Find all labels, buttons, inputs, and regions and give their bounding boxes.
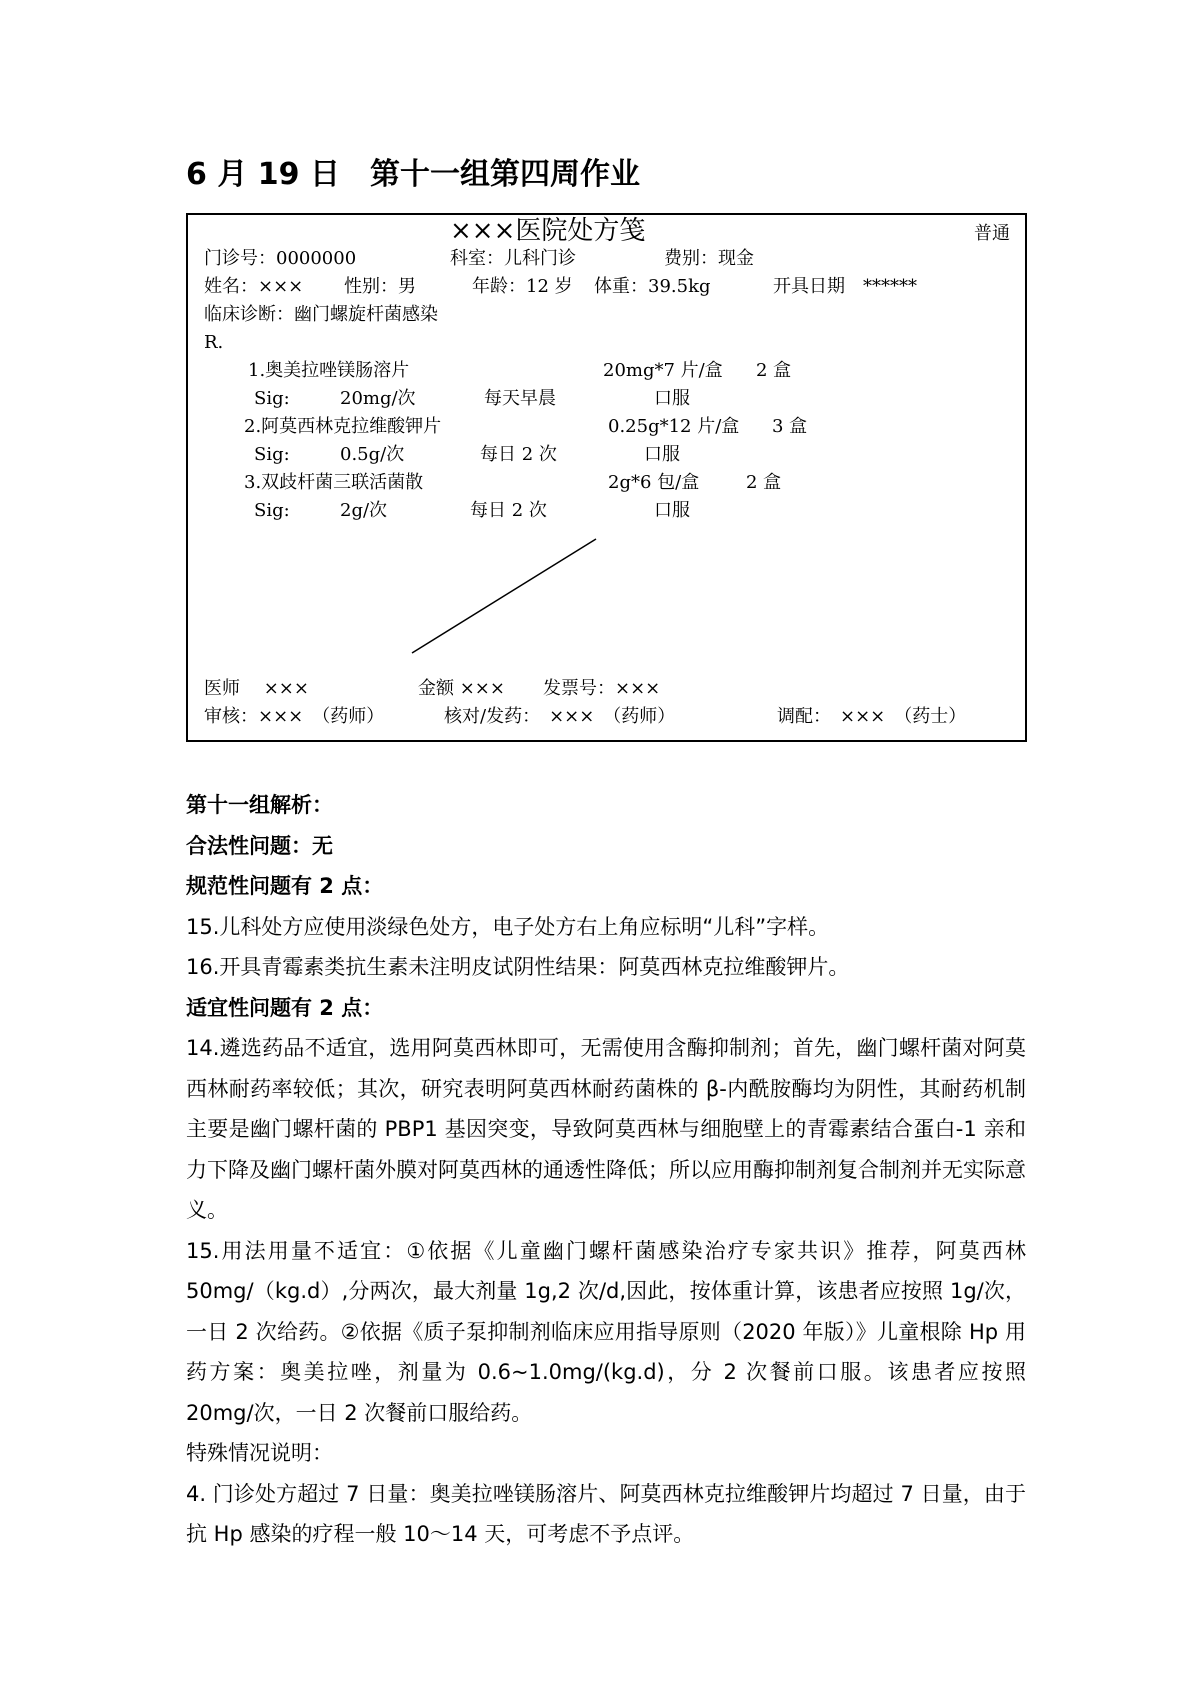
patient-weight: 体重：39.5kg bbox=[594, 276, 711, 297]
drug-name: 1.奥美拉唑镁肠溶片 bbox=[248, 360, 410, 381]
rx-mark: R. bbox=[204, 332, 224, 353]
drug-route: 口服 bbox=[654, 388, 690, 409]
patient-sex: 性别：男 bbox=[344, 276, 416, 297]
clinic-number: 门诊号：0000000 bbox=[204, 248, 357, 269]
drug-dose: 2g/次 bbox=[340, 500, 388, 521]
document-title: 6 月 19 日 第十一组第四周作业 bbox=[186, 157, 640, 192]
clinical-diagnosis: 临床诊断：幽门螺旋杆菌感染 bbox=[204, 304, 438, 325]
drug-quantity: 2 盒 bbox=[746, 472, 782, 493]
analysis-heading: 第十一组解析： bbox=[186, 793, 333, 817]
department: 科室：儿科门诊 bbox=[450, 248, 576, 269]
invoice-number: 发票号：××× bbox=[543, 678, 661, 699]
checker-dispenser: 核对/发药： ××× （药师） bbox=[444, 706, 676, 727]
drug-name: 3.双歧杆菌三联活菌散 bbox=[244, 472, 424, 493]
drug-route: 口服 bbox=[654, 500, 690, 521]
drug-frequency: 每日 2 次 bbox=[470, 500, 547, 521]
issue-date: 开具日期 ****** bbox=[773, 276, 917, 297]
drug-frequency: 每日 2 次 bbox=[480, 444, 557, 465]
drug-dose: 20mg/次 bbox=[340, 388, 416, 409]
drug-spec: 0.25g*12 片/盒 bbox=[608, 416, 740, 437]
hospital-title: ×××医院处方笺 bbox=[450, 216, 646, 246]
drug-quantity: 2 盒 bbox=[756, 360, 792, 381]
drug-frequency: 每天早晨 bbox=[484, 388, 556, 409]
prescription-form bbox=[186, 213, 1027, 742]
special-item: 4. 门诊处方超过 7 日量：奥美拉唑镁肠溶片、阿莫西林克拉维酸钾片均超过 7 日量，由于抗 Hp 感染的疗程一般 10～14 天，可考虑不予点评。 bbox=[186, 1481, 1026, 1546]
suitability-item: 15.用法用量不适宜：①依据《儿童幽门螺杆菌感染治疗专家共识》推荐，阿莫西林 50mg/（kg.d）,分两次，最大剂量 1g,2 次/d,因此，按体重计算，该患者应按照 1g/次，一日 2 次给药。②依据《质子泵抑制剂临床应用指导原则（2020 年版）》儿童根除 Hp 用药方案：奥美拉唑，剂量为 0.6~1.0mg/(kg.d)，分 2 次餐前口服。该患者应按照 20mg/次，一日 2 次餐前口服给药。 bbox=[186, 1238, 1026, 1425]
norm-item: 16.开具青霉素类抗生素未注明皮试阴性结果：阿莫西林克拉维酸钾片。 bbox=[186, 955, 850, 979]
reviewer: 审核：××× （药师） bbox=[204, 706, 385, 727]
compounder: 调配： ××× （药士） bbox=[777, 706, 967, 727]
drug-name: 2.阿莫西林克拉维酸钾片 bbox=[244, 416, 442, 437]
drug-quantity: 3 盒 bbox=[772, 416, 808, 437]
norm-heading: 规范性问题有 2 点： bbox=[186, 874, 384, 898]
patient-name: 姓名：××× bbox=[204, 276, 304, 297]
suitability-heading: 适宜性问题有 2 点： bbox=[186, 995, 384, 1020]
sig-label: Sig: bbox=[254, 500, 290, 521]
sig-label: Sig: bbox=[254, 388, 290, 409]
drug-route: 口服 bbox=[644, 444, 680, 465]
patient-age: 年龄：12 岁 bbox=[472, 276, 573, 297]
legality-line: 合法性问题：无 bbox=[186, 833, 333, 858]
suitability-item: 14.遴选药品不适宜，选用阿莫西林即可，无需使用含酶抑制剂；首先，幽门螺杆菌对阿莫西林耐药率较低；其次，研究表明阿莫西林耐药菌株的 β-内酰胺酶均为阴性，其耐药机制主要是幽门螺杆菌的 PBP1 基因突变，导致阿莫西林与细胞壁上的青霉素结合蛋白-1 亲和力下降及幽门螺杆菌外膜对阿莫西林的通透性降低；所以应用酶抑制剂复合制剂并无实际意义。 bbox=[186, 1036, 1026, 1222]
doctor-signature: 医师 ××× bbox=[204, 678, 309, 699]
drug-dose: 0.5g/次 bbox=[340, 444, 405, 465]
norm-item: 15.儿科处方应使用淡绿色处方，电子处方右上角应标明“儿科”字样。 bbox=[186, 914, 830, 939]
blank-space-slash-line bbox=[188, 215, 1029, 744]
drug-spec: 2g*6 包/盒 bbox=[608, 472, 700, 493]
analysis-section bbox=[186, 785, 1026, 1555]
fee-type: 费别：现金 bbox=[664, 248, 754, 269]
amount: 金额 ××× bbox=[418, 678, 505, 699]
drug-spec: 20mg*7 片/盒 bbox=[603, 360, 723, 381]
sig-label: Sig: bbox=[254, 444, 290, 465]
special-heading: 特殊情况说明： bbox=[186, 1441, 333, 1465]
prescription-type-label: 普通 bbox=[974, 223, 1010, 244]
